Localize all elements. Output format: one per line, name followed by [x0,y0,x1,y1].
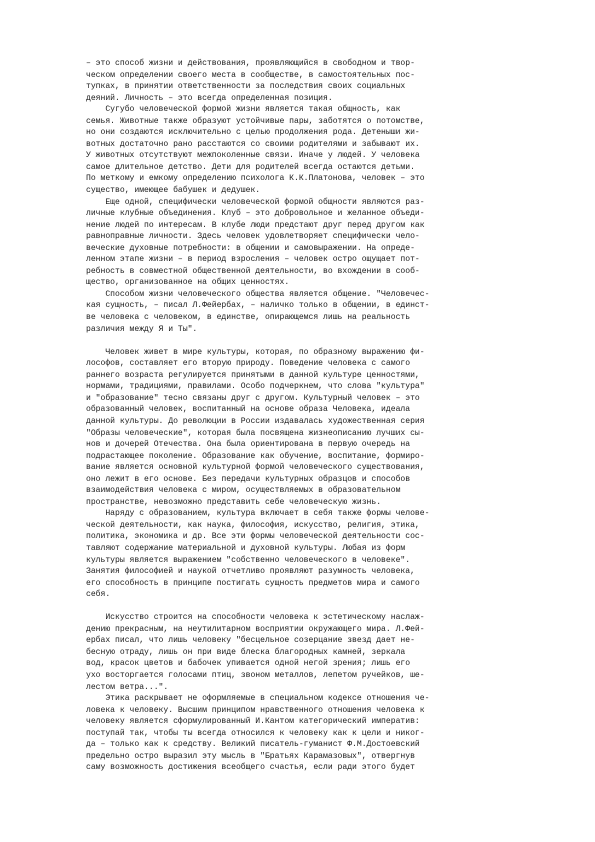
text-line: бесную отраду, лишь он при виде блеска благородных камней, зеркала [86,647,406,657]
text-line: ческой деятельности, как наука, философия, искусство, религия, этика, [86,520,420,530]
text-line: раннего возраста регулируется принятыми в данной культуре ценностями, [86,370,420,380]
text-line: да – только как к средству. Великий писатель-гуманист Ф.М.Достоевский [86,740,420,750]
text-line [86,601,510,613]
text-line: себя. [86,590,111,600]
text-line: человеку является сформулированный И.Кантом категорический императив: [86,717,420,727]
text-line: Еще одной, специфически человеческой формой общности являются раз- [86,197,425,207]
text-line: У животных отсутствуют межпоколенные связи. Иначе у людей. У человека [86,151,420,161]
text-line: ленном этапе жизни – в период взросления – человек остро ощущает пот- [86,255,420,265]
text-line: – это способ жизни и действования, проявляющийся в свободном и твор- [86,59,415,68]
text-line: щество, организованное на общих ценностях. [86,278,290,288]
text-line: лософов, составляет его вторую природу. Поведение человека с самого [86,359,411,369]
text-line: равноправные личности. Здесь человек удовлетворяет специфически чело- [86,232,420,242]
text-line: самое длительное детство. Дети для родителей всегда остаются детьми. [86,162,415,172]
document-body-text [86,58,510,774]
text-line: ербах писал, что лишь человеку "бесцельное созерцание звезд дает не- [86,636,415,646]
text-line: подрастающее поколение. Образование как обучение, воспитание, формиро- [86,451,425,461]
text-line: пространстве, невозможно представить себе человеческую жизнь. [86,497,382,507]
text-line: вод, красок цветов и бабочек упивается одной негой зрения; лишь его [86,659,411,669]
text-line: но они создаются исключительно с целью продолжения рода. Детеныши жи- [86,128,420,138]
text-line: его способность в принципе постигать сущность предметов мира и самого [86,578,420,588]
text-line: различия между Я и Ты". [86,324,198,334]
text-line: Сугубо человеческой формой жизни является такая общность, как [86,105,401,115]
text-line: взаимодействия человека с миром, осуществляемых в образовательном [86,486,401,496]
text-line: ческом определении своего места в сообществе, в самостоятельных пос- [86,70,415,80]
text-line [86,335,510,347]
text-line: Этика раскрывает не оформляемые в специальном кодексе отношения че- [86,694,430,704]
text-line: поступай так, чтобы ты всегда относился к человеку как к цели и никог- [86,728,425,738]
text-line: По меткому и емкому определению психолога К.К.Платонова, человек – это [86,174,425,184]
text-line: и "образование" тесно связаны друг с другом. Культурный человек – это [86,393,420,403]
text-line: Искусство строится на способности человека к эстетическому наслаж- [86,613,425,623]
text-line: ве человека с человеком, в единстве, опирающемся лишь на реальность [86,313,411,323]
text-line: вотных достаточно рано расстаются со своими родителями и забывают их. [86,139,420,149]
text-line: лестом ветра...". [86,682,169,692]
text-line: "Образы человеческие", которая была посвящена жизнеописанию лучших сы- [86,428,425,438]
text-line: нов и дочерей Отечества. Она была ориентирована в первую очередь на [86,440,411,450]
text-line: тавляют содержание материальной и духовной культуры. Любая из форм [86,543,406,553]
text-line: культуры является выражением "собственно человеческого в человеке". [86,555,411,565]
text-line: образованный человек, воспитанный на основе образа Человека, идеала [86,405,411,415]
text-line: оно лежит в его основе. Без передачи культурных образцов и способов [86,474,411,484]
text-line: политика, экономика и др. Все эти формы человеческой деятельности сос- [86,532,425,542]
text-line: Способом жизни человеческого общества является общение. "Человечес- [86,289,430,299]
text-line: саму возможность достижения всеобщего счастья, если ради этого будет [86,763,415,773]
text-line: тупках, в принятии ответственности за последствия своих социальных [86,82,406,92]
text-line: кая сущность, – писал Л.Фейербах, – наличко только в общении, в единст- [86,301,430,311]
text-line: нение людей по интересам. В клубе люди предстают друг перед другом как [86,220,425,230]
text-line: личные клубные объединения. Клуб – это добровольное и желанное объеди- [86,209,425,219]
text-line: данной культуры. До революции в России издавалась художественная серия [86,416,425,426]
text-line: Занятия философией и наукой отчетливо проявляют разумность человека, [86,567,415,577]
text-line: веческие духовные потребности: в общении и самовыражении. На опреде- [86,243,415,253]
text-line: ухо восторгается голосами птиц, звоном металлов, лепетом ручейков, ше- [86,670,425,680]
text-line: предельно остро выразил эту мысль в "Братьях Карамазовых", отвергнув [86,751,415,761]
text-line: деяний. Личность – это всегда определенная позиция. [86,93,333,103]
text-line: семья. Животные также образуют устойчивые пары, заботятся о потомстве, [86,116,425,126]
text-line: Наряду с образованием, культура включает в себя также формы челове- [86,509,430,519]
text-line: вание является основной культурной формой человеческого существования, [86,463,425,473]
text-line: нормами, традициями, правилами. Особо подчеркнем, что слова "культура" [86,382,425,392]
text-line: существо, имеющее бабушек и дедушек. [86,186,261,196]
text-line: ребность в совместной общественной деятельности, во вхождении в сооб- [86,266,420,276]
text-line: ловека к человеку. Высшим принципом нравственного отношения человека к [86,705,425,715]
text-line: дению прекрасным, на неутилитарном восприятии окружающего мира. Л.Фей- [86,624,425,634]
text-line: Человек живет в мире культуры, которая, по образному выражению фи- [86,347,425,357]
